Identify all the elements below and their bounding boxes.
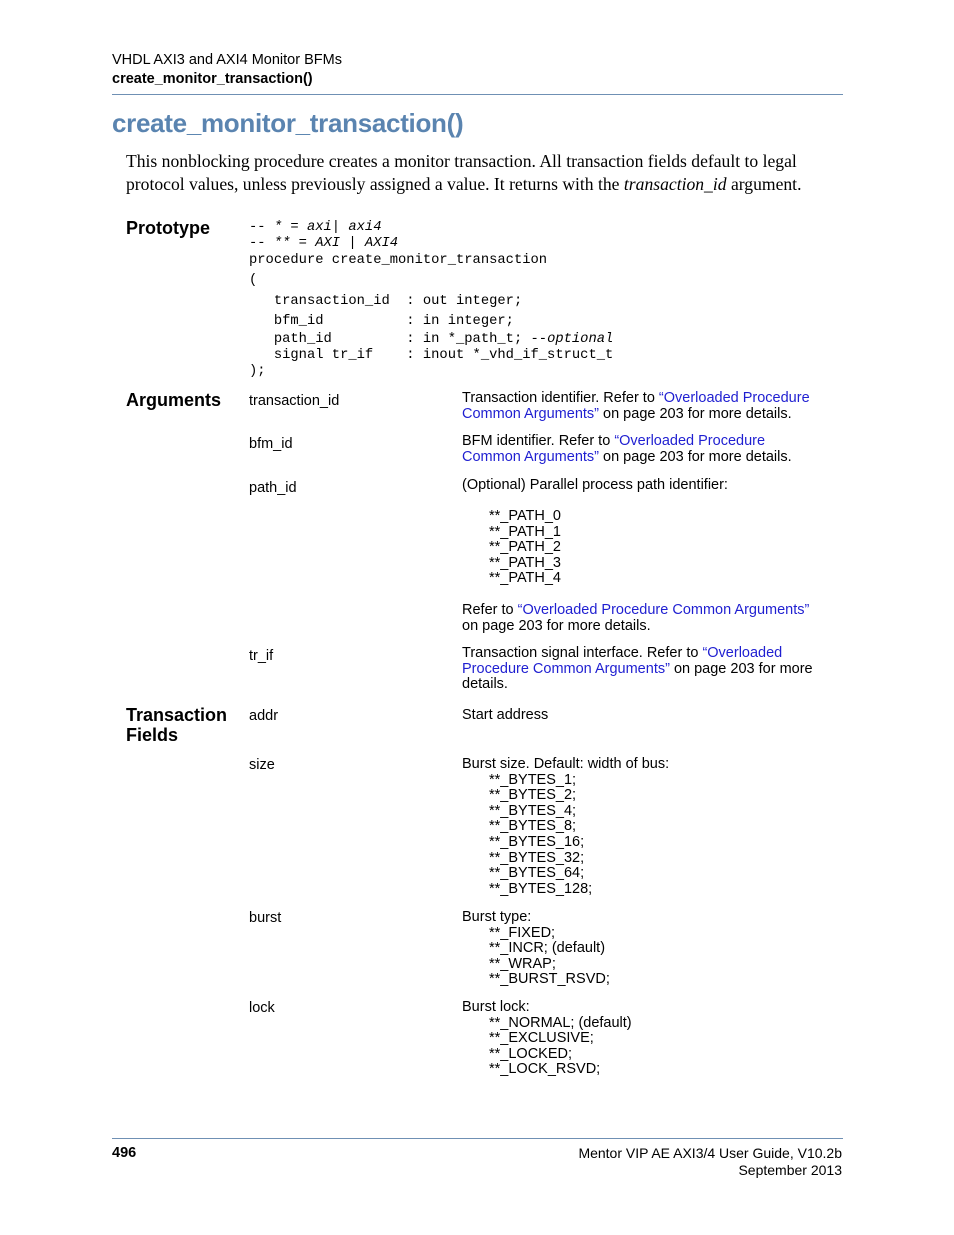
enum-value: **_NORMAL; (default) bbox=[489, 1014, 632, 1031]
enum-value: **_PATH_2 bbox=[489, 539, 561, 556]
desc-text: Transaction signal interface. Refer to bbox=[462, 645, 703, 661]
enum-value: **_BYTES_128; bbox=[489, 880, 593, 897]
running-header-chapter: VHDL AXI3 and AXI4 Monitor BFMs bbox=[112, 52, 342, 68]
intro-text-1: This nonblocking procedure creates a monitor transaction. All transaction fields default to legal protocol values, unless previously assigned a value. It returns with the bbox=[126, 151, 797, 194]
arg-bfm-id: bfm_id bbox=[249, 436, 293, 452]
section-transaction-fields bbox=[126, 705, 227, 745]
running-header-section: create_monitor_transaction() bbox=[112, 71, 313, 87]
arg-path-id: path_id bbox=[249, 480, 297, 496]
footer-info bbox=[578, 1145, 842, 1178]
desc-text: on page 203 for more details. bbox=[599, 405, 792, 422]
enum-value: **_LOCK_RSVD; bbox=[489, 1061, 601, 1078]
intro-paragraph bbox=[126, 150, 851, 195]
desc-text: on page 203 for more details. bbox=[599, 448, 792, 465]
arg-bfm-id-desc bbox=[462, 434, 847, 465]
prototype-close-paren: ); bbox=[249, 364, 266, 379]
field-addr-desc: Start address bbox=[462, 707, 549, 723]
param-optional: optional bbox=[547, 332, 614, 347]
section-label-line: Fields bbox=[126, 725, 179, 745]
field-lock: lock bbox=[249, 1000, 275, 1016]
enum-value: **_PATH_0 bbox=[489, 508, 561, 524]
arg-transaction-id: transaction_id bbox=[249, 393, 340, 409]
section-arguments: Arguments bbox=[126, 390, 222, 410]
enum-value: **_PATH_4 bbox=[489, 570, 561, 587]
arg-tr-if-desc bbox=[462, 646, 847, 693]
comment-text: ** = AXI | AXI4 bbox=[273, 236, 399, 251]
enum-value: **_BYTES_32; bbox=[489, 849, 585, 866]
prototype-param-path-id bbox=[249, 332, 613, 348]
arg-path-id-refer bbox=[462, 603, 847, 634]
enum-value: **_PATH_1 bbox=[489, 523, 561, 540]
field-addr: addr bbox=[249, 708, 279, 724]
footer-date: September 2013 bbox=[738, 1161, 842, 1178]
enum-value: **_FIXED; bbox=[489, 924, 556, 941]
enum-value: **_EXCLUSIVE; bbox=[489, 1030, 594, 1047]
enum-value: **_BYTES_16; bbox=[489, 833, 585, 850]
enum-value: **_BYTES_2; bbox=[489, 787, 577, 804]
xref-link[interactable]: “Overloaded Procedure bbox=[614, 433, 766, 449]
prototype-param-transaction-id: transaction_id : out integer; bbox=[249, 294, 523, 309]
desc-text: Refer to bbox=[462, 602, 518, 618]
page-title: create_monitor_transaction() bbox=[112, 108, 464, 138]
xref-link[interactable]: “Overloaded Procedure Common Arguments” bbox=[517, 602, 810, 618]
desc-text: on page 203 for more details. bbox=[462, 617, 651, 634]
enum-value: **_BYTES_64; bbox=[489, 865, 585, 882]
prototype-param-bfm-id: bfm_id : in integer; bbox=[249, 314, 514, 329]
field-desc-text: Burst lock: bbox=[462, 999, 530, 1015]
enum-value: **_LOCKED; bbox=[489, 1045, 573, 1062]
section-prototype: Prototype bbox=[126, 218, 211, 238]
header-rule bbox=[112, 94, 843, 95]
section-label-line: Transaction bbox=[126, 705, 228, 725]
page-number: 496 bbox=[112, 1145, 137, 1161]
field-desc-text: Burst size. Default: width of bus: bbox=[462, 756, 670, 772]
enum-value: **_BURST_RSVD; bbox=[489, 971, 610, 988]
field-burst: burst bbox=[249, 910, 282, 926]
comment-prefix: -- bbox=[249, 236, 274, 251]
enum-value: **_PATH_3 bbox=[489, 554, 561, 571]
prototype-comment-2 bbox=[249, 236, 398, 252]
arg-tr-if: tr_if bbox=[249, 648, 274, 664]
field-burst-desc bbox=[462, 910, 847, 988]
desc-text: on page 203 for more details. bbox=[462, 660, 813, 693]
field-size-desc bbox=[462, 757, 847, 897]
footer-guide-title: Mentor VIP AE AXI3/4 User Guide, V10.2b bbox=[578, 1145, 842, 1161]
comment-prefix: -- bbox=[249, 220, 274, 235]
xref-link[interactable]: “Overloaded Procedure bbox=[658, 390, 810, 406]
enum-value: **_INCR; (default) bbox=[489, 940, 606, 957]
param-text: path_id : in *_path_t; -- bbox=[249, 332, 548, 347]
comment-text: * = axi| axi4 bbox=[273, 220, 382, 235]
prototype-param-tr-if: signal tr_if : inout *_vhd_if_struct_t bbox=[249, 348, 614, 363]
intro-italic: transaction_id bbox=[623, 173, 727, 194]
xref-link[interactable]: “Overloaded bbox=[702, 645, 783, 661]
arg-transaction-id-desc bbox=[462, 391, 847, 422]
desc-text: BFM identifier. Refer to bbox=[462, 433, 615, 449]
prototype-comment-1 bbox=[249, 220, 381, 236]
field-desc-text: Burst type: bbox=[462, 909, 532, 925]
xref-link[interactable]: Common Arguments” bbox=[462, 448, 599, 465]
field-size: size bbox=[249, 757, 275, 773]
xref-link[interactable]: Procedure Common Arguments” bbox=[462, 660, 670, 677]
prototype-procedure: procedure create_monitor_transaction bbox=[249, 253, 548, 268]
enum-value: **_BYTES_8; bbox=[489, 818, 577, 835]
field-lock-desc bbox=[462, 1000, 847, 1078]
enum-value: **_WRAP; bbox=[489, 955, 556, 972]
intro-text-2: argument. bbox=[726, 173, 802, 194]
enum-value: **_BYTES_1; bbox=[489, 771, 577, 788]
xref-link[interactable]: Common Arguments” bbox=[462, 405, 599, 422]
enum-value: **_BYTES_4; bbox=[489, 802, 577, 819]
prototype-open-paren: ( bbox=[249, 273, 258, 288]
footer-rule bbox=[112, 1138, 843, 1139]
arg-path-id-desc: (Optional) Parallel process path identifier: bbox=[462, 477, 728, 493]
arg-path-id-values bbox=[462, 509, 847, 587]
desc-text: Transaction identifier. Refer to bbox=[462, 390, 659, 406]
